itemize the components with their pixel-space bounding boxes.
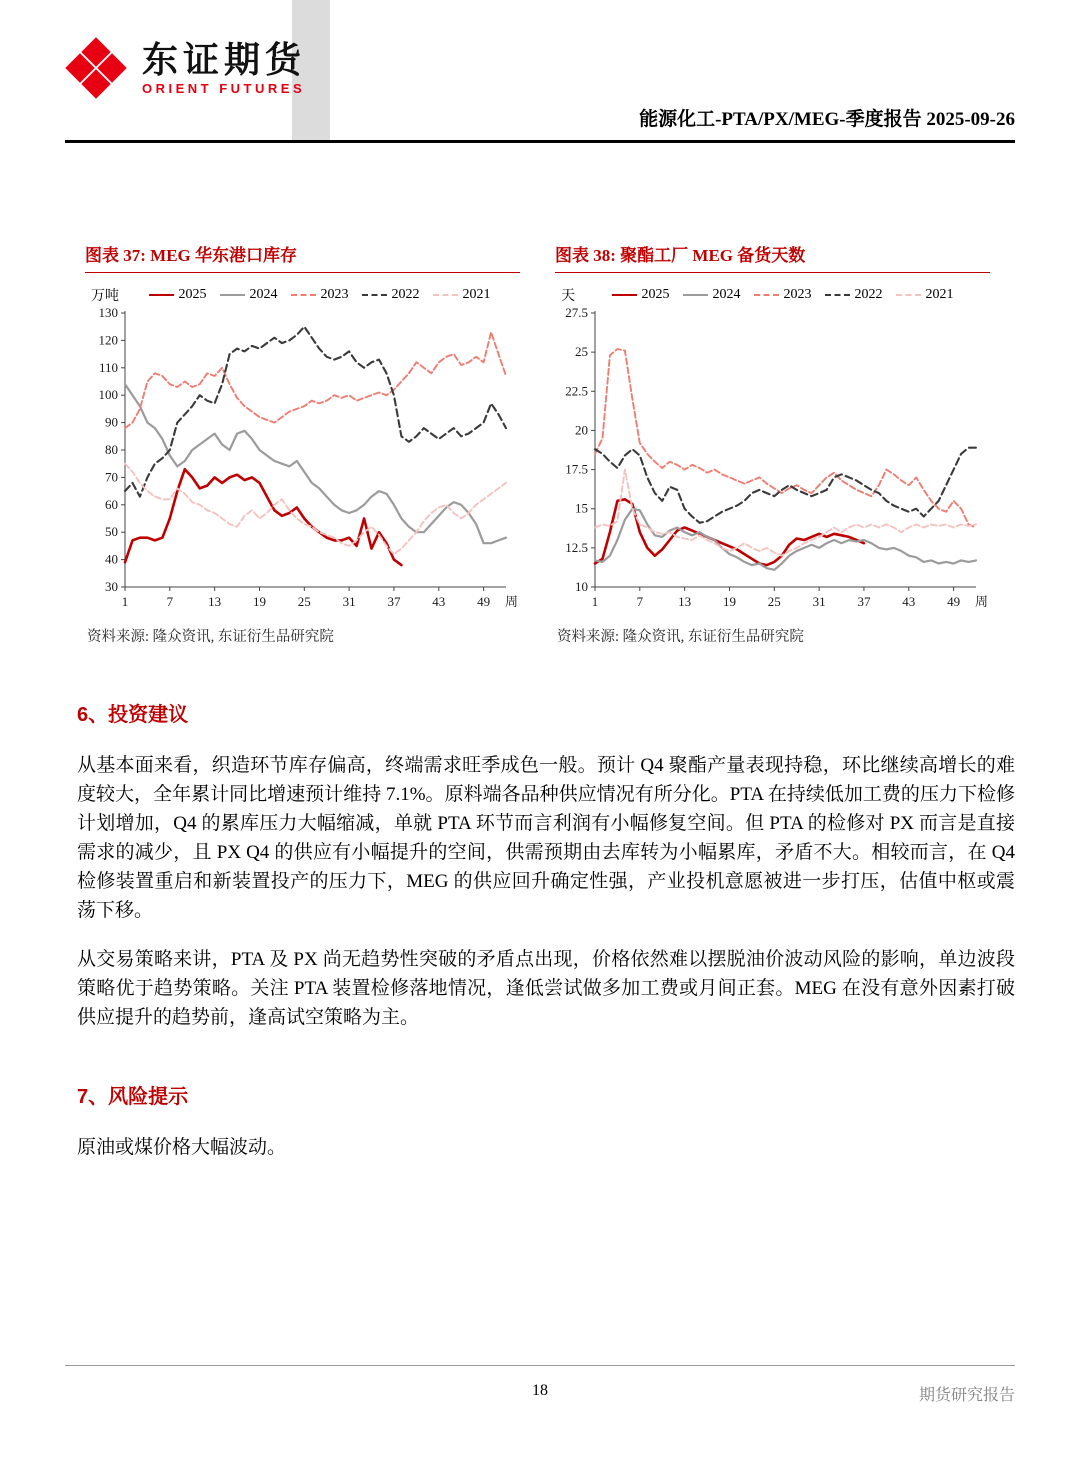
svg-text:周: 周 (974, 594, 988, 609)
svg-text:43: 43 (432, 594, 446, 609)
chart-canvas (555, 305, 990, 617)
legend-label: 2024 (712, 287, 741, 302)
figure-meg-east-china-port-inventory (85, 241, 520, 646)
footer-row (65, 1382, 1015, 1404)
legend-line-sample (362, 294, 387, 296)
section-heading-risk-warning: 7、风险提示 (77, 1086, 189, 1108)
chart-title: 图表 37: MEG 华东港口库存 (85, 241, 520, 273)
chart-canvas (85, 305, 520, 617)
legend-line-sample (683, 294, 708, 296)
legend-item-2021 (896, 287, 954, 303)
legend-item-2021 (433, 287, 491, 303)
legend-item-2023 (754, 287, 812, 303)
chart-source: 资料来源: 隆众资讯, 东证衍生品研究院 (557, 629, 804, 645)
svg-text:80: 80 (105, 442, 118, 457)
logo-text-block (142, 40, 306, 97)
orient-futures-logo (64, 36, 306, 100)
header-rule (65, 140, 1015, 143)
svg-text:19: 19 (722, 594, 736, 609)
svg-text:17.5: 17.5 (565, 461, 588, 477)
legend-label: 2022 (854, 287, 883, 302)
svg-text:22.5: 22.5 (565, 383, 588, 399)
section-investment-advice (65, 698, 1015, 1032)
legend-line-sample (825, 294, 850, 296)
legend-label: 2021 (462, 287, 491, 302)
footer-rule (65, 1365, 1015, 1366)
svg-text:110: 110 (98, 359, 118, 375)
svg-text:120: 120 (98, 332, 118, 348)
orient-futures-logo-icon (64, 36, 128, 100)
legend-label: 2025 (641, 287, 670, 302)
section-risk-warning (65, 1080, 1015, 1162)
svg-text:13: 13 (208, 594, 222, 609)
body-paragraph: 原油或煤价格大幅波动。 (77, 1137, 287, 1158)
svg-text:30: 30 (105, 579, 118, 594)
svg-text:15: 15 (575, 500, 588, 516)
chart-legend (575, 287, 990, 303)
page-number: 18 (532, 1382, 548, 1399)
body-paragraph: 从基本面来看，织造环节库存偏高，终端需求旺季成色一般。预计 Q4 聚酯产量表现持稳，环比继续高增长的难度较大，全年累计同比增速预计维持 7.1%。原料端各品种供应情况有所分化。PTA 在持续低加工费的压力下检修计划增加，Q4 的累库压力大幅缩减，单就 PTA 环节而言利润有小幅修复空间。但 PTA 的检修对 PX 而言是直接需求的减少，且 PX Q4 的供应有小幅提升的空间，供需预期由去库转为小幅累库，矛盾不大。相较而言，在 Q4 检修装置重启和新装置投产的压力下，MEG 的供应回升确定性强，产业投机意愿被进一步打压，估值中枢或震荡下移。 (77, 755, 1015, 921)
legend-label: 2023 (783, 287, 812, 302)
legend-label: 2025 (178, 287, 207, 302)
legend-label: 2024 (249, 287, 278, 302)
chart-svg (85, 305, 520, 617)
svg-text:100: 100 (98, 387, 118, 403)
logo-name: 东证期货 (142, 38, 307, 80)
svg-text:13: 13 (678, 594, 692, 609)
legend-line-sample (220, 294, 245, 296)
legend-item-2022 (362, 287, 420, 303)
svg-text:37: 37 (857, 594, 871, 609)
svg-text:1: 1 (121, 594, 129, 609)
svg-text:70: 70 (105, 469, 118, 485)
legend-label: 2023 (320, 287, 349, 302)
svg-text:40: 40 (105, 551, 118, 567)
section-heading-investment-advice: 6、投资建议 (77, 704, 189, 726)
legend-line-sample (612, 294, 637, 296)
svg-text:周: 周 (504, 594, 518, 609)
page-footer (65, 1365, 1015, 1404)
svg-text:90: 90 (105, 414, 118, 430)
legend-item-2025 (612, 287, 670, 303)
legend-line-sample (291, 294, 316, 296)
legend-item-2024 (683, 287, 741, 303)
legend-item-2025 (149, 287, 207, 303)
chart-svg (555, 305, 990, 617)
svg-text:7: 7 (166, 594, 174, 609)
svg-text:31: 31 (342, 594, 356, 609)
legend-label: 2021 (925, 287, 954, 302)
svg-text:7: 7 (636, 594, 644, 609)
svg-text:49: 49 (947, 594, 961, 609)
report-header (0, 0, 1080, 143)
legend-item-2023 (291, 287, 349, 303)
logo-subtitle: ORIENT FUTURES (142, 81, 306, 97)
svg-text:37: 37 (387, 594, 401, 609)
chart-source: 资料来源: 隆众资讯, 东证衍生品研究院 (87, 629, 334, 645)
report-title: 能源化工-PTA/PX/MEG-季度报告 2025-09-26 (639, 109, 1015, 130)
svg-text:49: 49 (477, 594, 491, 609)
legend-line-sample (149, 294, 174, 296)
svg-text:50: 50 (105, 524, 118, 540)
svg-text:19: 19 (252, 594, 266, 609)
legend-line-sample (896, 294, 921, 296)
body-paragraph: 从交易策略来讲，PTA 及 PX 尚无趋势性突破的矛盾点出现，价格依然难以摆脱油价波动风险的影响，单边波段策略优于趋势策略。关注 PTA 装置检修落地情况，逢低尝试做多加工费或月间正套。MEG 在没有意外因素打破供应提升的趋势前，逢高试空策略为主。 (77, 949, 1015, 1028)
svg-text:10: 10 (575, 579, 588, 594)
legend-line-sample (754, 294, 779, 296)
legend-item-2024 (220, 287, 278, 303)
svg-text:130: 130 (98, 305, 118, 320)
legend-line-sample (433, 294, 458, 296)
chart-legend (119, 287, 520, 303)
svg-text:25: 25 (767, 594, 781, 609)
svg-text:25: 25 (297, 594, 311, 609)
charts-row (85, 241, 1015, 646)
svg-text:27.5: 27.5 (565, 305, 588, 320)
chart-title: 图表 38: 聚酯工厂 MEG 备货天数 (555, 241, 990, 273)
figure-polyester-meg-stock-days (555, 241, 990, 646)
y-axis-unit-label: 万吨 (91, 289, 119, 304)
footer-brand: 期货研究报告 (918, 1387, 1015, 1404)
svg-text:31: 31 (812, 594, 826, 609)
y-axis-unit-label: 天 (561, 289, 575, 304)
svg-text:20: 20 (575, 422, 588, 438)
plot-head (555, 285, 990, 305)
page-content (0, 241, 1080, 1162)
legend-item-2022 (825, 287, 883, 303)
svg-text:25: 25 (575, 344, 588, 360)
svg-text:60: 60 (105, 496, 118, 512)
svg-text:43: 43 (902, 594, 916, 609)
legend-label: 2022 (391, 287, 420, 302)
svg-text:1: 1 (591, 594, 599, 609)
svg-text:12.5: 12.5 (565, 539, 588, 555)
plot-head (85, 285, 520, 305)
